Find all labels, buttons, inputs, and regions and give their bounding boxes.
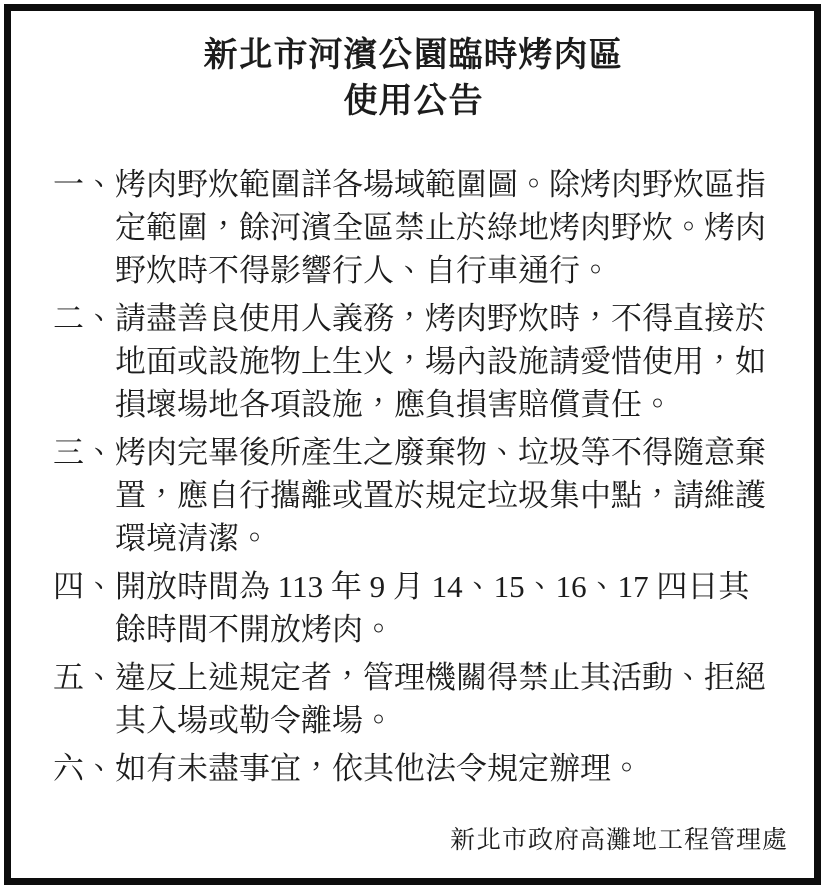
issuing-agency-signature: 新北市政府高灘地工程管理處 <box>449 827 788 854</box>
notice-clause-3 <box>53 431 774 560</box>
clause-number: 六、 <box>53 751 115 786</box>
notice-clause-2 <box>53 297 774 426</box>
clause-text: 違反上述規定者，管理機關得禁止其活動、拒絕其入場或勒令離場。 <box>115 660 766 738</box>
clause-number: 一、 <box>53 167 115 202</box>
clause-text: 開放時間為 113 年 9 月 14、15、16、17 四日其餘時間不開放烤肉。 <box>115 569 750 647</box>
clause-number: 五、 <box>53 660 115 695</box>
notice-clause-5 <box>53 656 774 742</box>
clause-text: 如有未盡事宜，依其他法令規定辦理。 <box>115 751 642 786</box>
clause-number: 三、 <box>53 435 115 470</box>
notice-clause-6 <box>53 747 774 790</box>
notice-clause-4 <box>53 565 774 651</box>
clause-text: 請盡善良使用人義務，烤肉野炊時，不得直接於地面或設施物上生火，場內設施請愛惜使用，如損壞場地各項設施，應負損害賠償責任。 <box>115 301 766 422</box>
notice-title-line2: 使用公告 <box>343 83 484 120</box>
notice-clause-1 <box>53 163 774 292</box>
notice-title-line1: 新北市河濱公園臨時烤肉區 <box>203 37 624 74</box>
notice-content <box>11 11 814 878</box>
clause-number: 四、 <box>53 569 115 604</box>
clause-text: 烤肉完畢後所產生之廢棄物、垃圾等不得隨意棄置，應自行攜離或置於規定垃圾集中點，請維護環境清潔。 <box>115 435 766 556</box>
clause-number: 二、 <box>53 301 115 336</box>
notice-title <box>53 33 774 125</box>
notice-clause-list <box>53 163 774 790</box>
clause-text: 烤肉野炊範圍詳各場域範圍圖。除烤肉野炊區指定範圍，餘河濱全區禁止於綠地烤肉野炊。烤肉野炊時不得影響行人、自行車通行。 <box>115 167 766 288</box>
